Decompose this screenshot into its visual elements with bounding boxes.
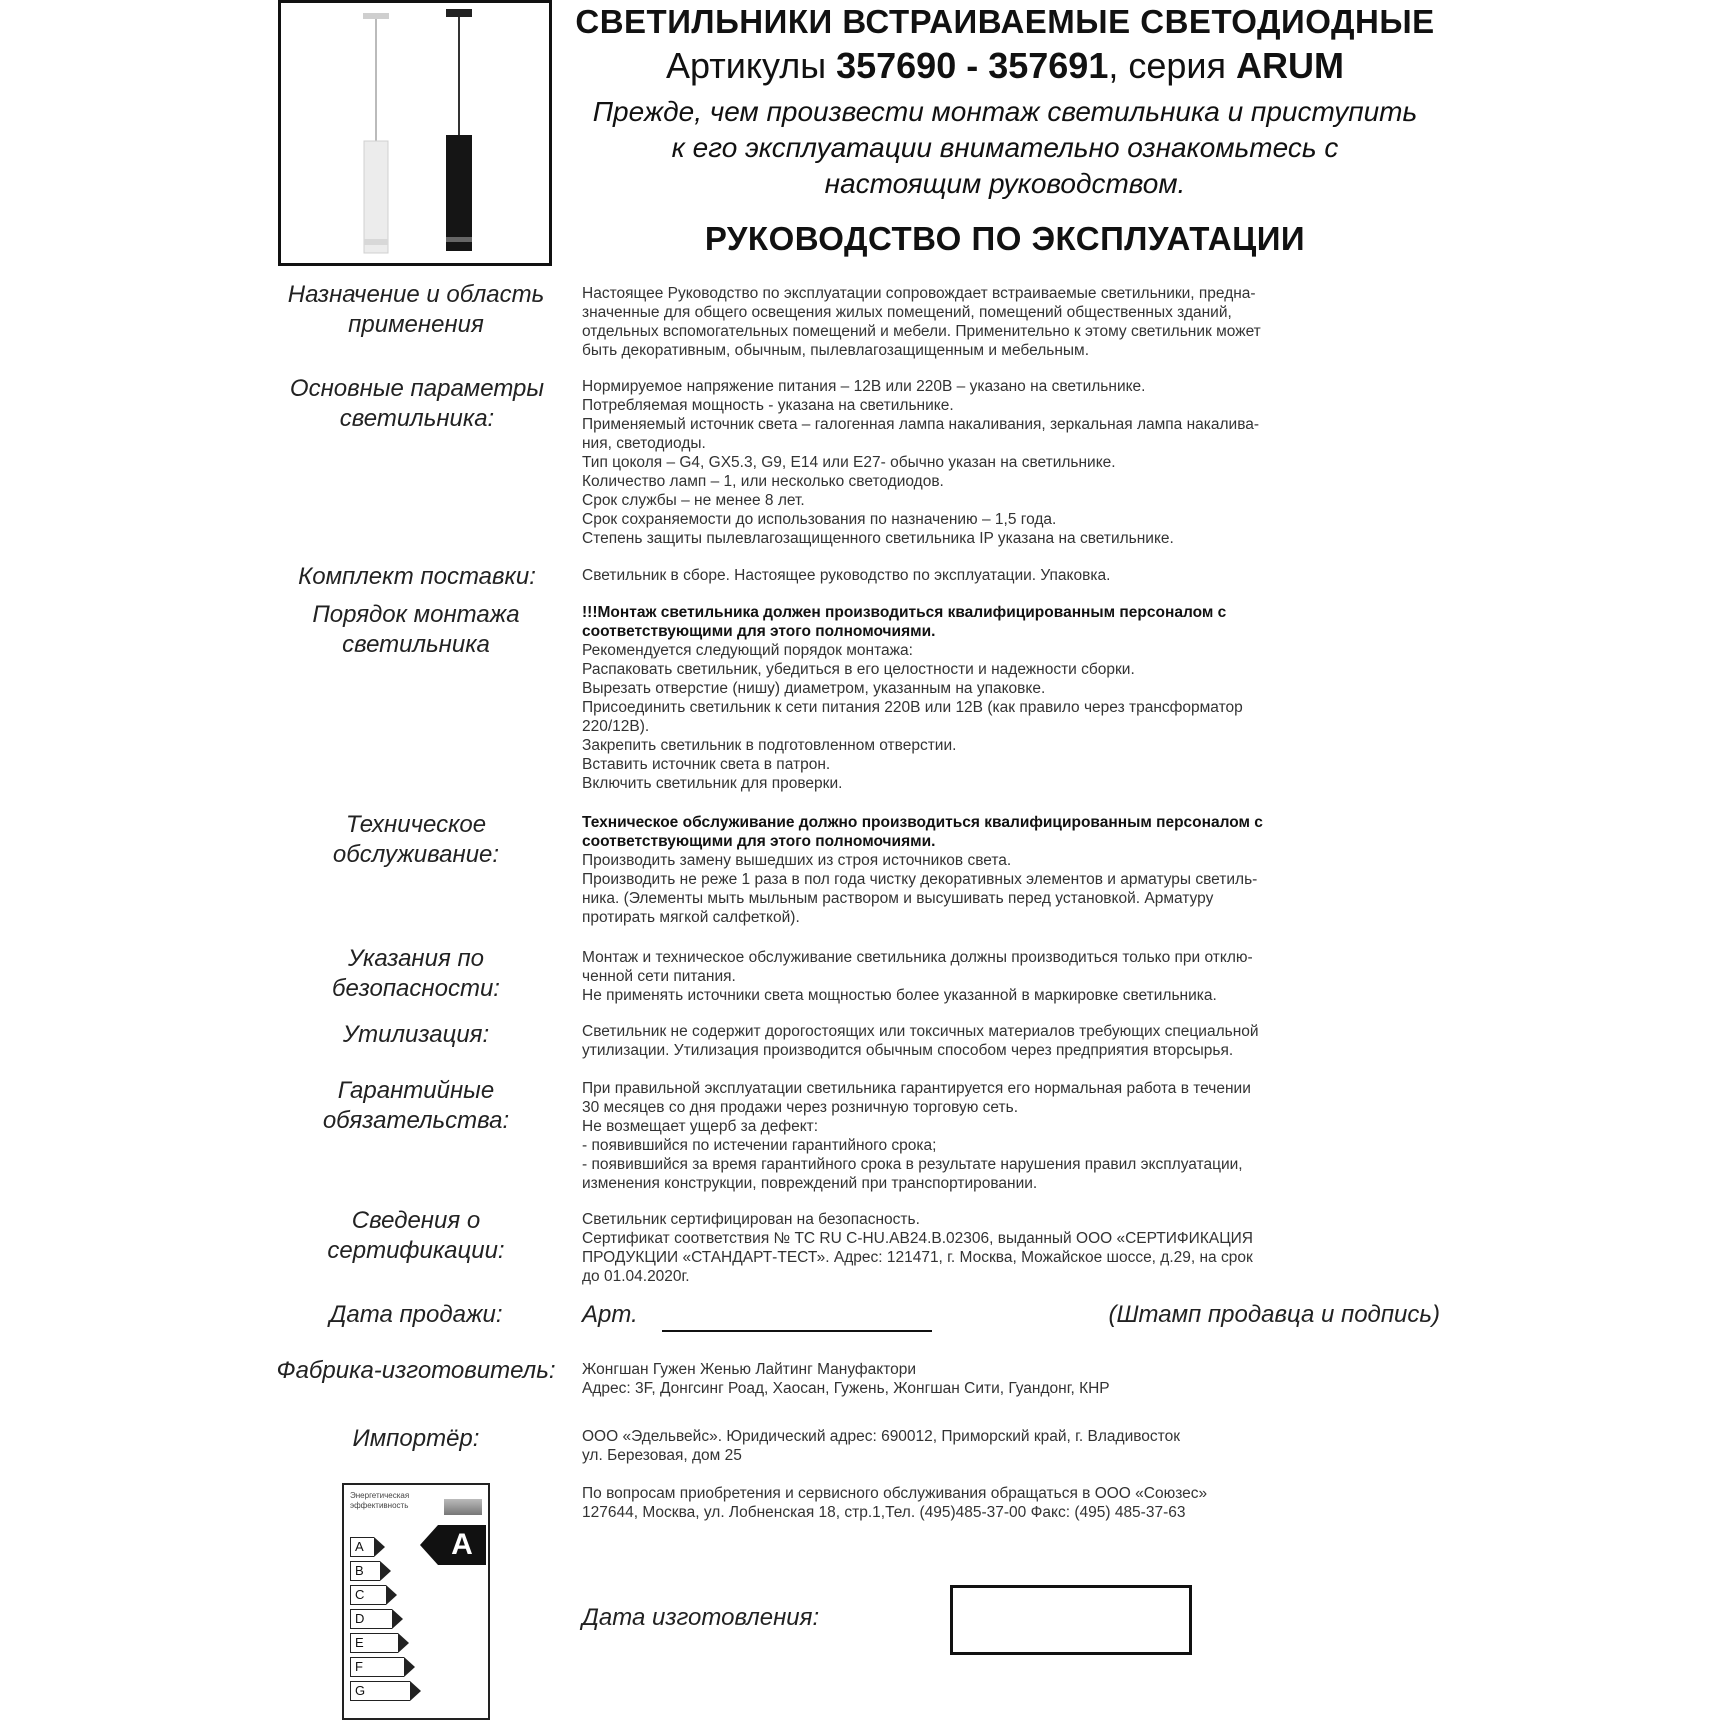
factory-text (582, 1360, 1434, 1398)
text-line: Количество ламп – 1, или несколько светодиодов. (582, 473, 944, 490)
article-field-label: Арт. (582, 1301, 638, 1328)
text-line: отдельных вспомогательных помещений и мебели. Применительно к этому светильник может (582, 323, 1261, 340)
manufacture-date-box[interactable] (950, 1585, 1192, 1655)
importer-text (582, 1427, 1434, 1465)
text-line: значенные для общего освещения жилых помещений, помещений общественных зданий, (582, 304, 1232, 321)
purpose-text (582, 284, 1434, 360)
text-line: - появившийся по истечении гарантийного срока; (582, 1137, 937, 1154)
energy-class-g: G (350, 1681, 410, 1701)
energy-class-d: D (350, 1609, 392, 1629)
text-line: Распаковать светильник, убедиться в его целостности и надежности сборки. (582, 661, 1135, 678)
text-line: Тип цоколя – G4, GX5.3, G9, E14 или E27- обычно указан на светильнике. (582, 454, 1116, 471)
energy-class-f: F (350, 1657, 404, 1677)
disposal-label: Утилизация: (342, 1021, 490, 1048)
text-line: Монтаж и техническое обслуживание светильника должны производиться только при отклю- (582, 949, 1253, 966)
text-line: ченной сети питания. (582, 968, 736, 985)
text-line: Светильник в сборе. Настоящее руководство по эксплуатации. Упаковка. (582, 567, 1111, 584)
text-line: утилизации. Утилизация производится обычным способом через предприятия вторсырья. (582, 1042, 1234, 1059)
text-line: Не применять источники света мощностью более указанной в маркировке светильника. (582, 987, 1217, 1004)
text-line: ООО «Эдельвейс». Юридический адрес: 690012, Приморский край, г. Владивосток (582, 1428, 1181, 1445)
text-line: ПРОДУКЦИИ «СТАНДАРТ-ТЕСТ». Адрес: 121471, г. Москва, Можайское шоссе, д.29, на срок (582, 1249, 1253, 1266)
energy-class-b: B (350, 1561, 380, 1581)
text-line: 220/12В). (582, 718, 650, 735)
document-title: СВЕТИЛЬНИКИ ВСТРАИВАЕМЫЕ СВЕТОДИОДНЫЕ (575, 3, 1435, 40)
text-line: 127644, Москва, ул. Лобненская 18, стр.1,Тел. (495)485-37-00 Факс: (495) 485-37-63 (582, 1504, 1186, 1521)
warranty-text (582, 1079, 1434, 1193)
intro-notice: Прежде, чем произвести монтаж светильника и приступить к его эксплуатации внимательно ознакомьтесь с настоящим руководством. (592, 96, 1418, 199)
text-line: Адрес: 3F, Донгсинг Роад, Хаосан, Гужень, Жонгшан Сити, Гуандонг, КНР (582, 1380, 1110, 1397)
text-line: Вставить источник света в патрон. (582, 756, 831, 773)
text-line: ул. Березовая, дом 25 (582, 1447, 742, 1464)
text-line: Нормируемое напряжение питания – 12В или 220В – указано на светильнике. (582, 378, 1146, 395)
text-line: ника. (Элементы мыть мыльным раствором и высушивать перед установкой. Арматуру (582, 890, 1214, 907)
energy-efficiency-label (342, 1483, 490, 1720)
articles-numbers: 357690 - 357691 (836, 45, 1109, 86)
certification-text (582, 1210, 1434, 1286)
warranty-label: Гарантийные обязательства: (322, 1077, 510, 1134)
product-photo (278, 0, 552, 266)
text-line: Присоединить светильник к сети питания 220В или 12В (как правило через трансформатор (582, 699, 1243, 716)
energy-class-a: A (350, 1537, 374, 1557)
text-line: Применяемый источник света – галогенная лампа накаливания, зеркальная лампа накалива- (582, 416, 1260, 433)
warning-line: !!!Монтаж светильника должен производиться квалифицированным персоналом с (582, 604, 1227, 621)
energy-color-bar (444, 1499, 482, 1515)
series-name: ARUM (1236, 45, 1344, 86)
text-line: При правильной эксплуатации светильника гарантируется его нормальная работа в течении (582, 1080, 1251, 1097)
install-text (582, 603, 1434, 793)
params-label: Основные параметры светильника: (289, 375, 545, 432)
energy-class-c: C (350, 1585, 386, 1605)
energy-heading-line: Энергетическая (350, 1491, 410, 1500)
safety-label: Указания по безопасности: (332, 945, 500, 1002)
text-line: Сертификат соответствия № ТС RU С-HU.АВ24.В.02306, выданный ООО «СЕРТИФИКАЦИЯ (582, 1230, 1253, 1247)
article-field-line[interactable] (662, 1330, 932, 1332)
energy-class-e: E (350, 1633, 398, 1653)
importer-label: Импортёр: (352, 1425, 480, 1452)
manufacture-date-label: Дата изготовления: (582, 1604, 820, 1631)
text-line: Светильник не содержит дорогостоящих или токсичных материалов требующих специальной (582, 1023, 1259, 1040)
text-line: Производить не реже 1 раза в пол года чистку декоративных элементов и арматуры светиль- (582, 871, 1258, 888)
warning-line: соответствующими для этого полномочиями. (582, 833, 936, 850)
text-line: Потребляемая мощность - указана на светильнике. (582, 397, 954, 414)
seller-stamp-label: (Штамп продавца и подпись) (1108, 1301, 1440, 1328)
text-line: Вырезать отверстие (нишу) диаметром, указанным на упаковке. (582, 680, 1046, 697)
manual-title: РУКОВОДСТВО ПО ЭКСПЛУАТАЦИИ (704, 220, 1306, 257)
text-line: Степень защиты пылевлагозащищенного светильника IP указана на светильнике. (582, 530, 1174, 547)
text-line: Производить замену вышедших из строя источников света. (582, 852, 1012, 869)
disposal-text (582, 1022, 1434, 1060)
text-line: Жонгшан Гужен Женью Лайтинг Мануфактори (582, 1361, 917, 1378)
warning-line: соответствующими для этого полномочиями. (582, 623, 936, 640)
text-line: Срок службы – не менее 8 лет. (582, 492, 805, 509)
text-line: Срок сохраняемости до использования по назначению – 1,5 года. (582, 511, 1057, 528)
text-line: Настоящее Руководство по эксплуатации сопровождает встраиваемые светильники, предна- (582, 285, 1256, 302)
text-line: Светильник сертифицирован на безопасность. (582, 1211, 920, 1228)
text-line: - появившийся за время гарантийного срока в результате нарушения правил эксплуатации, (582, 1156, 1243, 1173)
safety-text (582, 948, 1434, 1005)
text-line: Не возмещает ущерб за дефект: (582, 1118, 819, 1135)
text-line: ния, светодиоды. (582, 435, 706, 452)
energy-rating-arrow: A (438, 1525, 486, 1565)
maintenance-label: Техническое обслуживание: (332, 811, 500, 868)
text-line: быть декоративным, обычным, пылевлагозащищенным и мебельным. (582, 342, 1090, 359)
text-line: По вопросам приобретения и сервисного обслуживания обращаться в ООО «Союзес» (582, 1485, 1208, 1502)
text-line: 30 месяцев со дня продажи через розничную торговую сеть. (582, 1099, 1019, 1116)
sale-date-label: Дата продажи: (329, 1301, 503, 1328)
text-line: протирать мягкой салфеткой). (582, 909, 800, 926)
text-line: Рекомендуется следующий порядок монтажа: (582, 642, 913, 659)
params-text (582, 377, 1434, 548)
series-prefix: , серия (1108, 45, 1236, 86)
kit-label: Комплект поставки: (298, 563, 536, 590)
purpose-label: Назначение и область применения (287, 281, 545, 338)
text-line: Закрепить светильник в подготовленном отверстии. (582, 737, 957, 754)
text-line: Включить светильник для проверки. (582, 775, 843, 792)
pendant-lamps-illustration (281, 3, 549, 263)
text-line: до 01.04.2020г. (582, 1268, 690, 1285)
install-label: Порядок монтажа светильника (312, 601, 520, 658)
factory-label: Фабрика-изготовитель: (276, 1357, 556, 1384)
warning-line: Техническое обслуживание должно производиться квалифицированным персоналом с (582, 814, 1263, 831)
maintenance-text (582, 813, 1434, 927)
text-line: изменения конструкции, повреждений при транспортировании. (582, 1175, 1038, 1192)
kit-text (582, 566, 1434, 585)
certification-label: Сведения о сертификации: (327, 1207, 505, 1264)
articles-line (560, 44, 1450, 88)
document-header (560, 0, 1450, 260)
service-text (582, 1484, 1434, 1522)
energy-heading-line: эффективность (350, 1501, 409, 1510)
articles-prefix: Артикулы (666, 45, 837, 86)
